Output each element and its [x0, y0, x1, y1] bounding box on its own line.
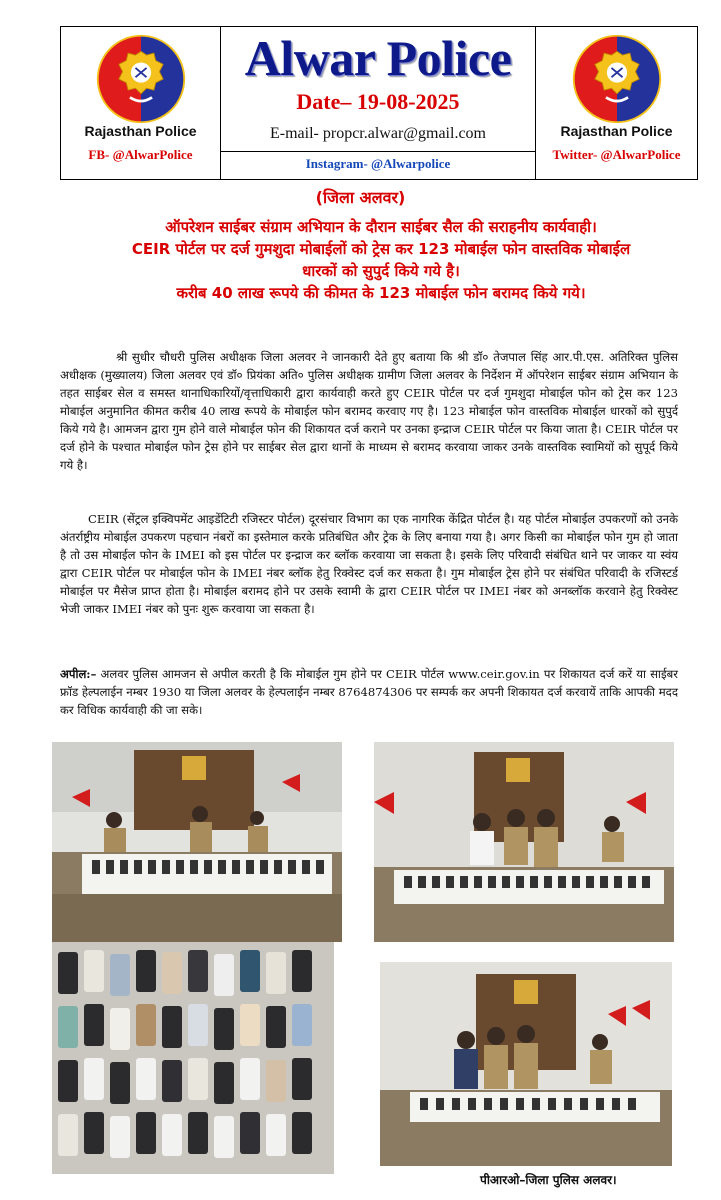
rajasthan-police-emblem-icon — [571, 33, 663, 125]
headline-line: CEIR पोर्टल पर दर्ज गुमशुदा मोबाईलों को ट्रेस कर 123 मोबाईल फोन वास्तविक मोबाईल — [131, 240, 631, 258]
right-org-title: Rajasthan Police — [560, 123, 673, 139]
photo-recovered-phones-table — [52, 942, 334, 1174]
contact-email[interactable]: E-mail- propcr.alwar@gmail.com — [270, 125, 486, 142]
facebook-handle[interactable]: FB- @AlwarPolice — [88, 147, 193, 162]
district-label: (जिला अलवर) — [315, 188, 406, 207]
letterhead-right — [535, 27, 697, 179]
headline-line: धारकों को सुपुर्द किये गये है। — [302, 262, 460, 280]
body-paragraph-1: श्री सुधीर चौधरी पुलिस अधीक्षक जिला अलवर ने जानकारी देते हुए बताया कि श्री डॉ० तेजपाल सिंह आर.पी.एस. अतिरिक्त पुलिस अधीक्षक (मुख्यालय) जिला अलवर एवं डॉ० प्रियंका अति० पुलिस अधीक्षक ग्रामीण जिला अलवर के निर्देशन में ऑपरेशन साईबर संग्राम अभियान के तहत साईबर सेल व समस्त थानाधिकारियों/वृत्ताधिकारी द्वारा कार्यवाही करते हुए CEIR पोर्टल पर दर्ज गुमशुदा मोबाईल फोन को ट्रेस कर 123 मोबाईल अनुमानित कीमत करीब 40 लाख रूपये के मोबाईल फोन बरामद करवाए गए है। 123 मोबाईल फोन वास्तविक मोबाईल धारकों को सुपुर्द किये गये है। आमजन द्वारा गुम होने वाले मोबाईल फोन की शिकायत दर्ज कराने पर उनका इन्द्राज CEIR पोर्टल पर किया जाता है। CEIR पोर्टल पर दर्ज होने के पश्चात मोबाईल फोन ट्रेस होने पर साईबर सेल द्वारा थानों के माध्यम से बरामद करवाया जाकर उनके वास्तविक स्वामियों को सुपूर्द किये गये है। — [60, 350, 678, 472]
rajasthan-police-emblem-icon — [95, 33, 187, 125]
pro-signature: पीआरओ–जिला पुलिस अलवर। — [480, 1173, 617, 1187]
body-paragraph-2: CEIR (सेंट्रल इक्विपमेंट आइडेंटिटी रजिस्टर पोर्टल) दूरसंचार विभाग का एक नागरिक केंद्रित पोर्टल है। यह पोर्टल मोबाईल उपकरणों को उनके अंतर्राष्ट्रीय मोबाईल उपकरण पहचान नंबरों का इस्तेमाल करके प्रतिबंधित और ट्रेक के लिए बनाया गया है। अगर किसी का मोबाईल फोन गुम हो जाता है तो उस मोबाईल फोन के IMEI को इस पोर्टल पर इन्द्राज कर ब्लॉक करवाया जा सकता है। इसके लिए परिवादी संबंधित थाने पर जाकर या स्वंय द्वारा CEIR पोर्टल पर मोबाईल फोन के IMEI नंबर ब्लॉक हेतु रिक्वेस्ट दर्ज कर सकता है। गुम मोबाईल ट्रेस होने पर संबंधित परिवादी के रजिस्टर्ड मोबाईल पर मैसेज प्राप्त होता है। मोबाईल बरामद होने पर उसके स्वामी के द्वारा CEIR पोर्टल पर IMEI नंबर को अनब्लॉक करवाने हेतु रिक्वेस्ट भेजी जाकर IMEI नंबर को पुनः शुरू करवाया जा सकता है। — [60, 512, 678, 616]
appeal-text: अलवर पुलिस आमजन से अपील करती है कि मोबाईल गुम होने पर CEIR पोर्टल www.ceir.gov.in पर शिकायत दर्ज करें या साईबर फ्रॉड हेल्पलाईन नम्बर 1930 या जिला अलवर के हेल्पलाईन नम्बर 8764874306 पर सम्पर्क कर अपनी शिकायत दर्ज करवायें ताकि आपकी मदद कर विधिक कार्यवाही की जा सके। — [60, 667, 678, 717]
center-divider — [221, 151, 535, 152]
appeal-paragraph — [60, 665, 678, 719]
instagram-handle[interactable]: Instagram- @Alwarpolice — [305, 156, 451, 171]
headline-block — [66, 216, 696, 304]
headline-line: ऑपरेशन साईबर संग्राम अभियान के दौरान साईबर सैल की सराहनीय कार्यवाही। — [165, 218, 597, 236]
letterhead-center — [221, 27, 535, 179]
left-org-title: Rajasthan Police — [84, 123, 197, 139]
photo-recovery-press-meet — [52, 742, 342, 942]
letterhead — [60, 26, 698, 180]
photo-phone-handover — [374, 742, 674, 942]
letterhead-left — [61, 27, 221, 179]
release-date: Date– 19-08-2025 — [296, 89, 460, 114]
headline-line: करीब 40 लाख रूपये की कीमत के 123 मोबाईल फोन बरामद किये गये। — [176, 284, 586, 302]
appeal-label: अपील:– — [60, 667, 97, 681]
twitter-handle[interactable]: Twitter- @AlwarPolice — [552, 147, 681, 162]
photo-handover-ceremony — [380, 962, 672, 1166]
brand-title: Alwar Police — [244, 30, 512, 86]
